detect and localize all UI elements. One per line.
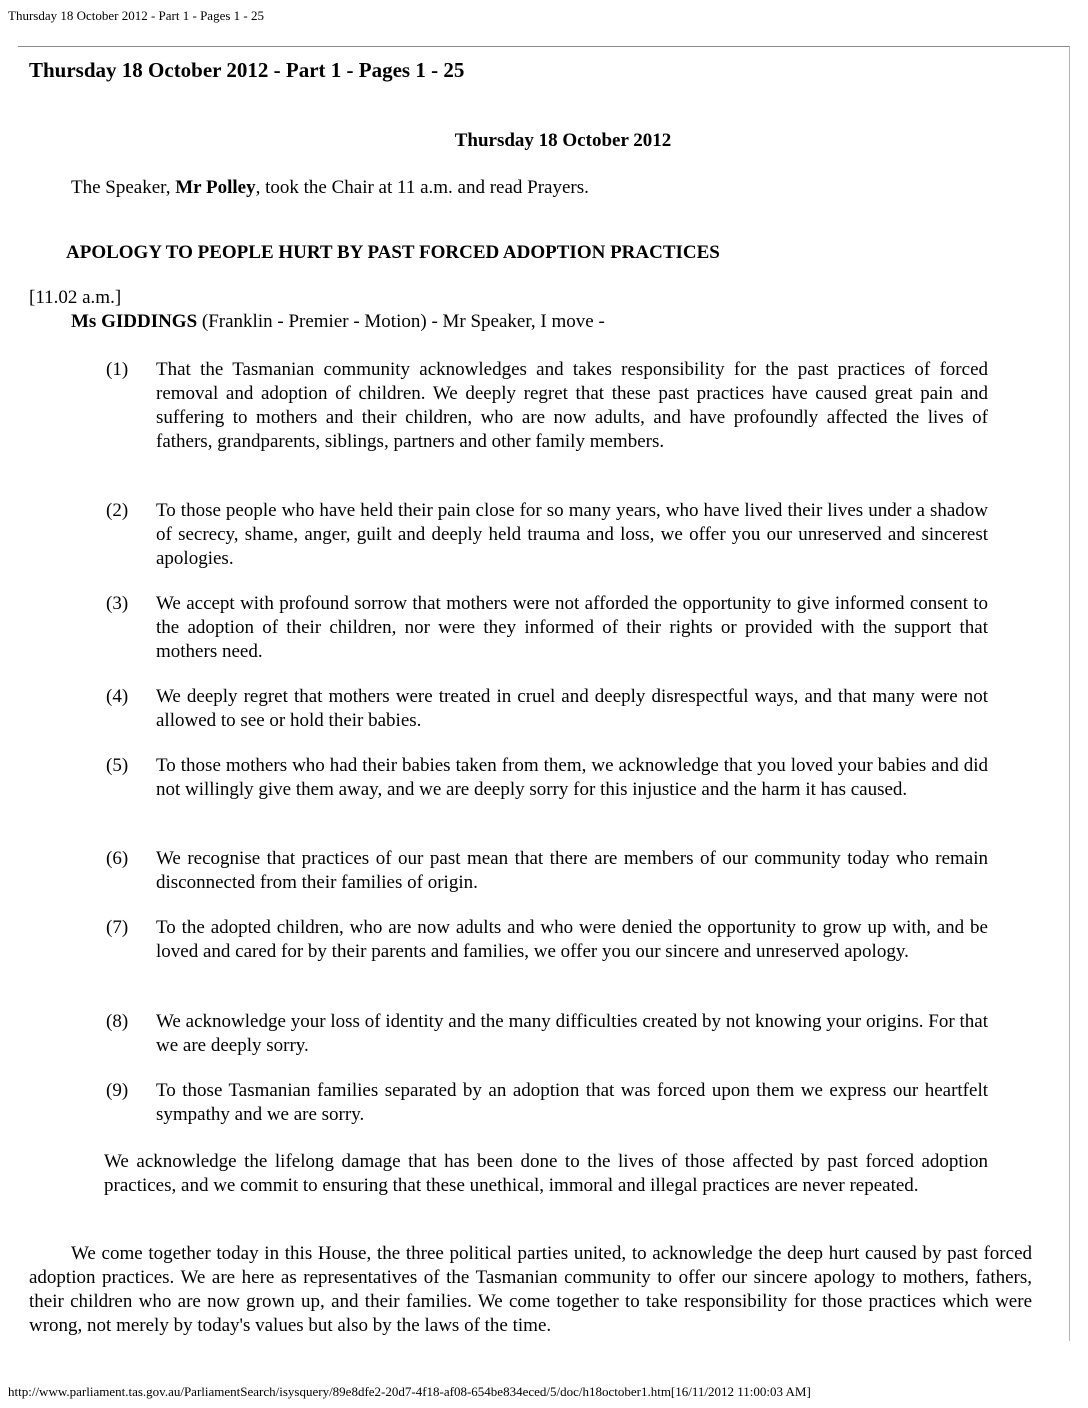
speaker-line	[71, 176, 589, 200]
item-number: (6)	[106, 848, 129, 869]
item-number: (8)	[106, 1011, 129, 1032]
mover-name: Ms GIDDINGS	[71, 311, 198, 332]
item-number: (7)	[106, 917, 129, 938]
time-stamp: [11.02 a.m.]	[29, 287, 122, 308]
print-header: Thursday 18 October 2012 - Part 1 - Pages 1 - 25	[8, 8, 264, 23]
item-text: We recognise that practices of our past mean that there are members of our community today who remain disconnected from their families of origin.	[156, 848, 988, 893]
date-heading: Thursday 18 October 2012	[454, 130, 672, 151]
item-number: (3)	[106, 593, 129, 614]
motion-item	[106, 499, 988, 571]
motion-item	[106, 847, 988, 895]
item-text: To those Tasmanian families separated by an adoption that was forced upon them we express our heartfelt sympathy and we are sorry.	[156, 1080, 988, 1125]
item-text: To those mothers who had their babies taken from them, we acknowledge that you loved your babies and did not willingly give them away, and we are deeply sorry for this injustice and the harm it has caused.	[156, 755, 988, 800]
closing-paragraph: We acknowledge the lifelong damage that has been done to the lives of those affected by past forced adoption practices, and we commit to ensuring that these unethical, immoral and illegal practices are never repeated.	[104, 1151, 988, 1196]
motion-item	[106, 592, 988, 664]
item-text: To the adopted children, who are now adults and who were denied the opportunity to grow up with, and be loved and cared for by their parents and families, we offer you our sincere and unreserved apology.	[156, 917, 988, 962]
motion-item	[106, 1079, 988, 1127]
motion-item	[106, 1010, 988, 1058]
body-paragraph: We come together today in this House, the three political parties united, to acknowledge the deep hurt caused by past forced adoption practices. We are here as representatives of the Tasmanian community to offer our sincere apology to mothers, fathers, their children who are now grown up, and their families. We come together to take responsibility for those practices which were wrong, not merely by today's values but also by the laws of the time.	[29, 1243, 1032, 1336]
item-text: We deeply regret that mothers were treated in cruel and deeply disrespectful ways, and that many were not allowed to see or hold their babies.	[156, 686, 988, 731]
item-number: (1)	[106, 359, 129, 380]
print-footer-url: http://www.parliament.tas.gov.au/ParliamentSearch/isysquery/89e8dfe2-20d7-4f18-af08-654be834eced/5/doc/h18october1.htm[16/11/2012 11:00:03 AM]	[8, 1384, 811, 1399]
item-text: We accept with profound sorrow that mothers were not afforded the opportunity to give informed consent to the adoption of their children, nor were they informed of their rights or provided with the support that mothers need.	[156, 593, 988, 662]
item-text: We acknowledge your loss of identity and the many difficulties created by not knowing your origins. For that we are deeply sorry.	[156, 1011, 988, 1056]
speaker-suffix: , took the Chair at 11 a.m. and read Prayers.	[255, 177, 589, 198]
mover-line	[71, 310, 605, 334]
item-number: (5)	[106, 755, 129, 776]
item-number: (2)	[106, 500, 129, 521]
item-number: (9)	[106, 1080, 129, 1101]
motion-item	[106, 685, 988, 733]
item-text: That the Tasmanian community acknowledges and takes responsibility for the past practices of forced removal and adoption of children. We deeply regret that these past practices have caused great pain and suffering to mothers and their children, who are now adults, and have profoundly affected the lives of fathers, grandparents, siblings, partners and other family members.	[156, 359, 988, 452]
document-title: Thursday 18 October 2012 - Part 1 - Pages 1 - 25	[29, 58, 465, 82]
item-text: To those people who have held their pain close for so many years, who have lived their lives under a shadow of secrecy, shame, anger, guilt and deeply held trauma and loss, we offer you our unreserved and sincerest apologies.	[156, 500, 988, 569]
motion-item	[106, 916, 988, 964]
motion-item	[106, 358, 988, 454]
motion-item	[106, 754, 988, 802]
mover-details: (Franklin - Premier - Motion) - Mr Speaker, I move -	[197, 311, 605, 332]
speaker-name: Mr Polley	[175, 177, 256, 198]
speaker-prefix: The Speaker,	[71, 177, 176, 198]
section-heading: APOLOGY TO PEOPLE HURT BY PAST FORCED ADOPTION PRACTICES	[66, 242, 720, 263]
item-number: (4)	[106, 686, 129, 707]
